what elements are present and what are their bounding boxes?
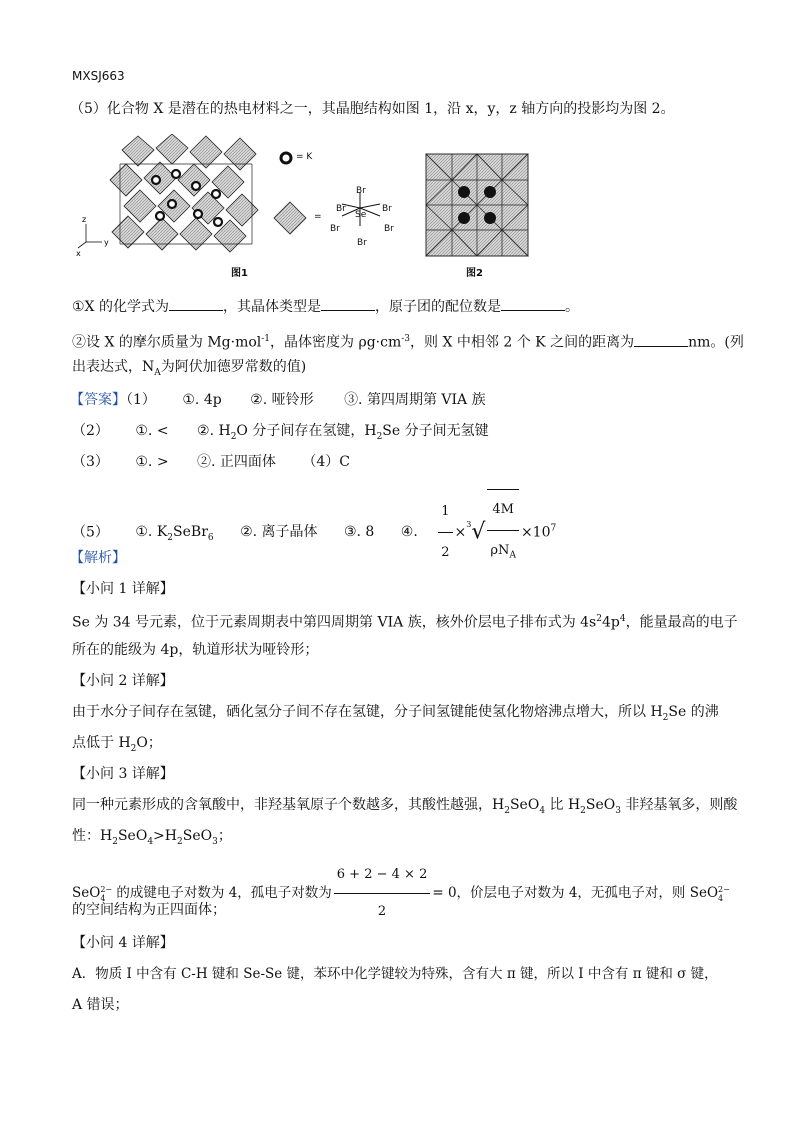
q1-line-1: Se 为 34 号元素，位于元素周期表中第四周期第 VIA 族，核外价层电子排布式为 $4s^24p^4$，能量最高的电子 (72, 614, 738, 631)
q4-line-2: A 错误； (72, 997, 129, 1013)
figure-1-caption: 图1 (231, 268, 248, 279)
question-5-stem: （5）化合物 X 是潜在的热电材料之一，其晶胞结构如图 1，沿 x，y，z 轴方向的投影均为图 2。 (70, 101, 675, 117)
q2-title: 【小问 2 详解】 (72, 673, 174, 689)
seo4-ion: SeO 2− 4 (72, 884, 113, 903)
octahedron-icon (274, 202, 306, 234)
legend-equals: = (314, 212, 322, 222)
figure-2-caption: 图2 (466, 268, 483, 279)
q3-line-2: 性：$H_2SeO_4>H_2SeO_3$； (72, 828, 232, 847)
answer-row-1: 【答案】（1） ①. 4p ②. 哑铃形 ③. 第四周期第 VIA 族 (70, 392, 486, 408)
q1-title: 【小问 1 详解】 (72, 581, 174, 597)
blank-crystal-type[interactable] (321, 298, 375, 311)
answer-row-5: （5） ①. $K_2SeBr_6$ ②. 离子晶体 ③. 8 ④. $\frac{1}{2}$ ×$^3$√ $\frac{4M}{\rho N_A}$ $\times 10^7$ (72, 489, 556, 576)
legend-br-left-up: Br (336, 204, 346, 214)
axis-z-label: z (82, 215, 87, 224)
q2-line-1: 由于水分子间存在氢键，硒化氢分子间不存在氢键，分子间氢键能使氢化物熔沸点增大，所以 $H_2Se$ 的沸 (72, 704, 719, 723)
q3-line-4: 的空间结构为正四面体； (72, 902, 226, 918)
axis-y-label: y (104, 238, 109, 247)
sebr6-structure-icon (342, 192, 380, 226)
answer-row-3: （3） ①. > ②. 正四面体 （4）C (72, 454, 350, 470)
legend-se: Se (355, 210, 367, 220)
sub-question-1: ①X 的化学式为 ，其晶体类型是 ，原子团的配位数是 。 (72, 299, 579, 315)
formula-root-fraction: $\frac{4M}{\rho N_A}$ (487, 489, 519, 576)
axes-icon (78, 224, 102, 248)
q1-line-2: 所在的能级为 4p，轨道形状为哑铃形； (72, 642, 319, 658)
blank-coordination[interactable] (501, 298, 565, 311)
analysis-label: 【解析】 (70, 550, 126, 566)
figure-1-crystal-cell (76, 134, 276, 262)
k-atom-icon (281, 153, 291, 163)
legend-k-label: = K (296, 152, 313, 162)
legend-br-right-up: Br (382, 204, 392, 214)
lone-pair-fraction: $\frac{6 + 2 - 4 \times 2}{2}$ (334, 857, 431, 930)
legend-br-left-down: Br (330, 224, 340, 234)
root-sign: √ (471, 519, 486, 545)
axis-x-label: x (76, 249, 81, 258)
q3-line-3: SeO 2− 4 的成键电子对数为 4，孤电子对数为 $\frac{6 + 2 - 4 \times 2}{2}$ = 0，价层电子对数为 4，无孤电子对，则 SeO 2− 4 (72, 857, 730, 930)
sub-question-2-line-2: 出表达式，$N_A$为阿伏加德罗常数的值) (72, 359, 307, 378)
seo4-ion-2: SeO 2− 4 (689, 884, 730, 903)
q4-line-1: A．物质 I 中含有 C-H 键和 Se-Se 键，苯环中化学键较为特殊，含有大 π 键，所以 I 中含有 π 键和 σ 键， (72, 966, 718, 982)
document-code: MXSJ663 (72, 69, 125, 83)
q2-line-2: 点低于 $H_2O$； (72, 735, 162, 754)
legend-br-right-down: Br (384, 224, 394, 234)
blank-distance[interactable] (634, 334, 688, 347)
legend-br-top: Br (356, 186, 366, 196)
figure-2-projection (424, 152, 530, 258)
answer-row-2: （2） ①. < ②. $H_2O$ 分子间存在氢键，$H_2Se$ 分子间无氢键 (72, 423, 489, 442)
answer-label: 【答案】 (70, 392, 126, 408)
octahedra-cluster (110, 134, 258, 252)
legend-br-bottom: Br (357, 238, 367, 248)
q4-title: 【小问 4 详解】 (72, 935, 174, 951)
sub-question-2: ②设 X 的摩尔质量为 Mg·mol$^{-1}$，晶体密度为 $\rho g\cdot cm^{-3}$，则 X 中相邻 2 个 K 之间的距离为 nm。(列 (72, 334, 744, 351)
q3-line-1: 同一种元素形成的含氧酸中，非羟基氧原子个数越多，其酸性越强，$H_2SeO_4$ 比 $H_2SeO_3$ 非羟基氧多，则酸 (72, 797, 738, 816)
blank-formula[interactable] (169, 298, 223, 311)
q3-title: 【小问 3 详解】 (72, 766, 174, 782)
formula-half: $\frac{1}{2}$ (438, 492, 452, 573)
